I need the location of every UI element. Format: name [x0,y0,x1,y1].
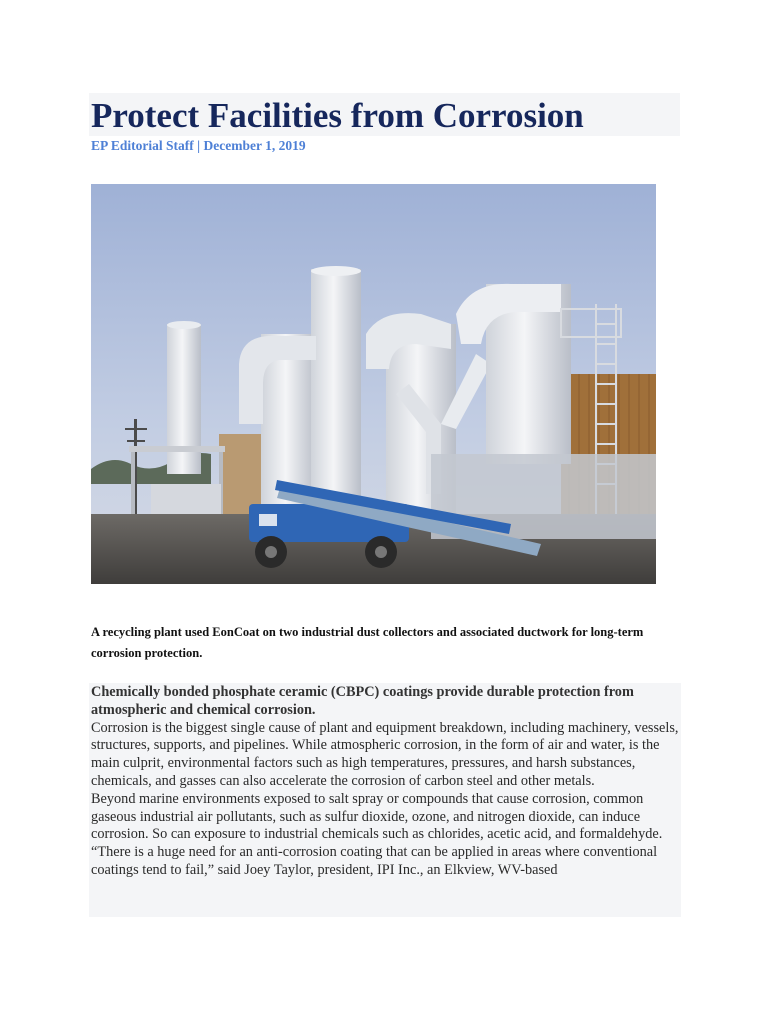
tarp [431,454,656,539]
body-paragraph: “There is a huge need for an anti-corrosion coating that can be applied in areas where conventional coatings tend to fail,” said Joey Taylor, president, IPI Inc., an Elkview, WV-based [91,844,658,878]
photo-caption: A recycling plant used EonCoat on two industrial dust collectors and associated ductwork for long-term corrosion protection. [91,625,644,660]
article-photo [91,184,656,584]
lead-paragraph: Chemically bonded phosphate ceramic (CBPC) coatings provide durable protection from atmospheric and chemical corrosion. [91,684,634,718]
body-paragraph: Corrosion is the biggest single cause of plant and equipment breakdown, including machinery, vessels, structures, supports, and pipelines. While atmospheric corrosion, in the form of air and water, is the main culprit, environmental factors such as high temperatures, pressures, and harsh substances, chemicals, and gasses can also accelerate the corrosion of carbon steel and other metals. [91,719,679,789]
article-title: Protect Facilities from Corrosion [91,96,584,135]
body-paragraph: Beyond marine environments exposed to salt spray or compounds that cause corrosion, common gaseous industrial air pollutants, such as sulfur dioxide, ozone, and nitrogen dioxide, can induce corrosion. So can exposure to industrial chemicals such as chlorides, acetic acid, and formaldehyde. [91,790,663,843]
central-stack [311,269,361,519]
article-byline: EP Editorial Staff | December 1, 2019 [91,138,306,153]
article-body [91,684,683,880]
